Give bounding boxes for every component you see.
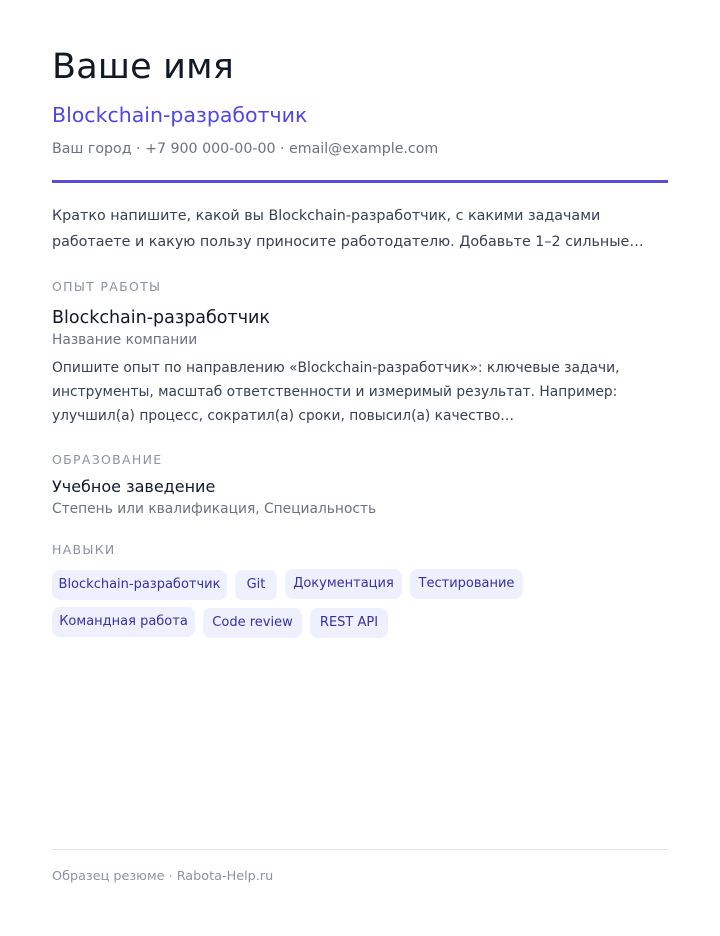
skill-chip: REST API [310, 608, 388, 638]
skill-chip: Git [235, 570, 277, 600]
section-label-skills: НАВЫКИ [52, 542, 116, 557]
footer-text: Образец резюме · Rabota-Help.ru [52, 869, 274, 884]
summary-text: Кратко напишите, какой вы Blockchain-разработчик, с какими задачами работаете и какую пользу приносите работодателю. Добавьте 1–2 сильные… [52, 208, 644, 250]
candidate-name: Ваше имя [52, 47, 234, 87]
skill-chip: Документация [285, 569, 402, 599]
job-title: Blockchain-разработчик [52, 308, 270, 328]
skill-chip: Code review [203, 608, 302, 638]
header-divider [52, 180, 668, 183]
footer-divider [52, 849, 668, 850]
section-label-education: ОБРАЗОВАНИЕ [52, 452, 163, 467]
skill-chip: Blockchain-разработчик [52, 570, 227, 600]
education-institution: Учебное заведение [52, 477, 216, 496]
company-name: Название компании [52, 332, 198, 348]
skill-chip: Тестирование [410, 569, 523, 599]
education-details: Степень или квалификация, Специальность [52, 501, 377, 517]
skill-chip: Командная работа [52, 607, 195, 637]
job-description: Опишите опыт по направлению «Blockchain-разработчик»: ключевые задачи, инструменты, масштаб ответственности и измеримый результат. Например: улучшил(а) процесс, сократил(а) сроки, повысил(а) качество… [52, 360, 620, 424]
contact-line: Ваш город · +7 900 000-00-00 · email@example.com [52, 141, 439, 157]
resume-page [52, 0, 668, 936]
section-label-experience: ОПЫТ РАБОТЫ [52, 279, 162, 294]
candidate-role: Blockchain-разработчик [52, 103, 308, 127]
